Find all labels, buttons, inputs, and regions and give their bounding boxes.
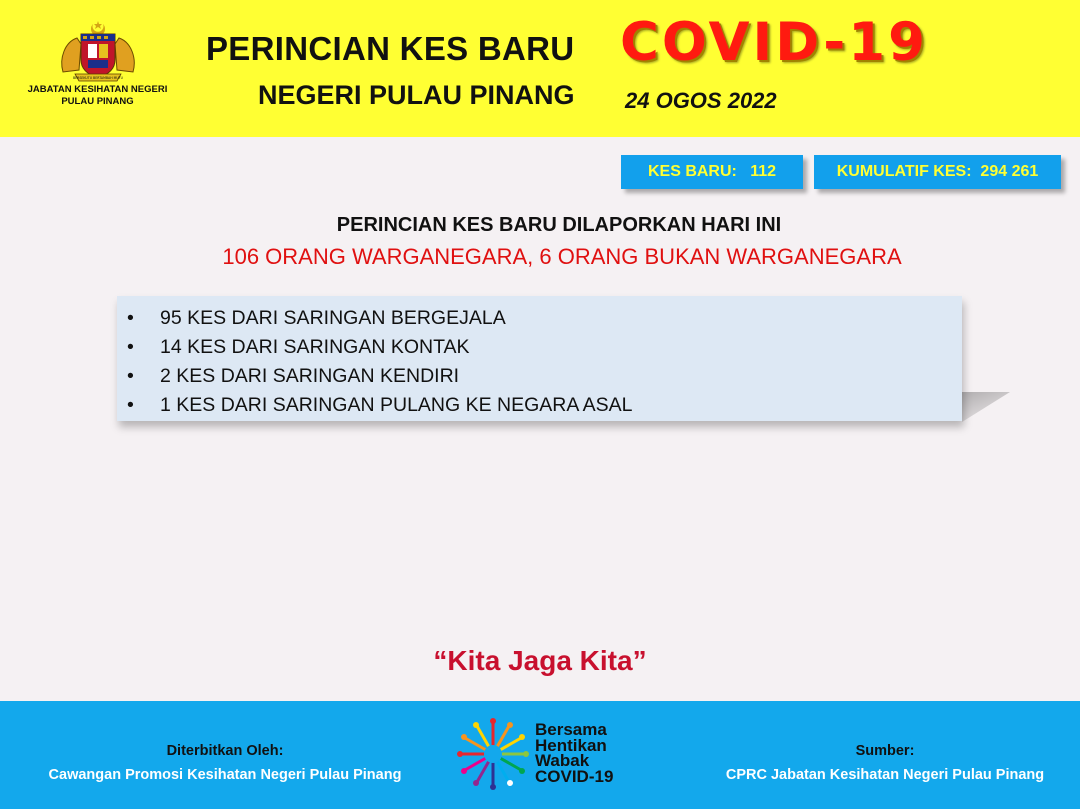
publisher-name: Cawangan Promosi Kesihatan Negeri Pulau Pinang: [48, 767, 402, 783]
page-subtitle: NEGERI PULAU PINANG: [258, 80, 575, 110]
source-name: CPRC Jabatan Kesihatan Negeri Pulau Pinang: [725, 767, 1045, 783]
malaysia-coat-of-arms-icon: [55, 20, 141, 82]
panel-shadow: [962, 392, 1010, 422]
new-cases-value: 112: [750, 163, 777, 180]
campaign-logo: [455, 716, 640, 796]
new-cases-label: KES BARU:: [647, 163, 737, 180]
department-name: JABATAN KESIHATAN NEGERI PULAU PINANG: [27, 84, 168, 107]
bullet-marker: •: [127, 365, 134, 387]
covid-heading: COVID-19: [620, 12, 928, 73]
cumulative-label: KUMULATIF KES:: [836, 163, 972, 180]
case-breakdown-panel: [117, 296, 962, 421]
campaign-line: Hentikan: [535, 735, 607, 755]
publisher-block: [30, 739, 420, 787]
list-item: [117, 304, 962, 333]
page-title: PERINCIAN KES BARU: [206, 30, 575, 67]
crest-banner-text: BERSEKUTU BERTAMBAH MUTU: [72, 76, 124, 80]
new-cases-badge: [621, 155, 803, 189]
cumulative-value: 294 261: [980, 163, 1039, 180]
list-item-text: 95 KES DARI SARINGAN BERGEJALA: [160, 307, 506, 329]
section-heading: PERINCIAN KES BARU DILAPORKAN HARI INI: [336, 214, 782, 236]
footer-banner: [0, 701, 1080, 809]
list-item: [117, 391, 962, 420]
list-item: [117, 333, 962, 362]
bullet-marker: •: [127, 307, 134, 329]
cumulative-cases-badge: [814, 155, 1061, 189]
bullet-marker: •: [127, 336, 134, 358]
covid-campaign-burst-icon: [455, 716, 531, 792]
campaign-text: [535, 722, 613, 784]
case-breakdown-list: [117, 296, 962, 420]
bullet-marker: •: [127, 394, 134, 416]
published-label: Diterbitkan Oleh:: [166, 743, 284, 759]
slogan: “Kita Jaga Kita”: [433, 645, 647, 676]
header-banner: [0, 0, 1080, 137]
list-item: [117, 362, 962, 391]
campaign-line: Wabak: [535, 751, 590, 770]
list-item-text: 2 KES DARI SARINGAN KENDIRI: [160, 365, 460, 387]
campaign-line: Bersama: [535, 720, 607, 739]
campaign-line: COVID-19: [535, 766, 614, 786]
list-item-text: 1 KES DARI SARINGAN PULANG KE NEGARA ASAL: [160, 394, 633, 416]
list-item-text: 14 KES DARI SARINGAN KONTAK: [160, 336, 470, 358]
section-subheading: 106 ORANG WARGANEGARA, 6 ORANG BUKAN WARGANEGARA: [222, 244, 902, 269]
source-label: Sumber:: [855, 743, 915, 759]
report-date: 24 OGOS 2022: [625, 88, 777, 113]
source-block: [705, 739, 1065, 787]
